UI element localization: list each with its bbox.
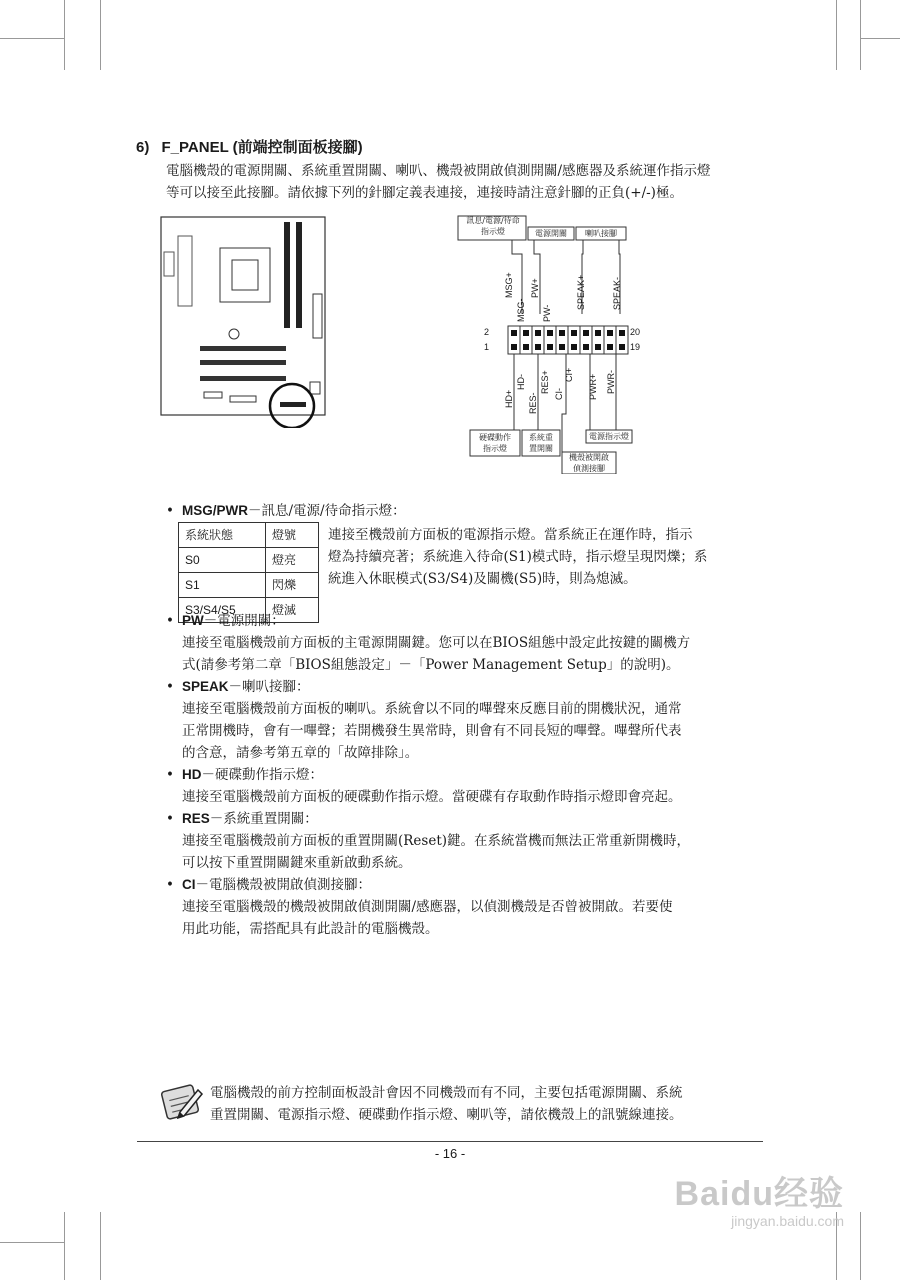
pin-definitions xyxy=(160,500,770,940)
pin-label: CI- xyxy=(554,388,564,400)
description-line: 可以按下重置開關鍵來重新啟動系統。 xyxy=(182,855,412,871)
description-line: 的含意，請參考第五章的「故障排除」。 xyxy=(182,745,419,761)
bullet-term: PW xyxy=(182,613,204,628)
crop-mark xyxy=(0,1242,64,1243)
description-line: 連接至電腦機殼的機殼被開啟偵測開關/感應器，以偵測機殼是否曾被開啟。若要使 xyxy=(182,899,673,915)
status-table xyxy=(178,522,319,623)
motherboard-illustration xyxy=(160,216,330,428)
crop-mark xyxy=(64,1212,65,1280)
bullet-dot: • xyxy=(166,503,174,519)
crop-mark xyxy=(860,38,900,39)
pin-number-bottom-right: 19 xyxy=(630,342,641,352)
crop-mark xyxy=(860,1212,861,1280)
description-line: 連接至電腦機殼前方面板的主電源開關鍵。您可以在BIOS組態中設定此按鍵的關機方 xyxy=(182,635,691,651)
description-line: 用此功能，需搭配具有此設計的電腦機殼。 xyxy=(182,921,439,937)
group-label-line: 系統重 xyxy=(529,433,553,442)
description-line: 燈為持續亮著；系統進入待命(S1)模式時，指示燈呈現閃爍；系 xyxy=(328,549,708,565)
bullet-term: HD xyxy=(182,767,202,782)
crop-mark xyxy=(836,0,837,70)
group-label-line: 硬碟動作 xyxy=(479,433,511,442)
pin-number-top-left: 2 xyxy=(484,327,490,337)
footer-divider xyxy=(137,1141,763,1142)
table-cell: S1 xyxy=(179,573,266,598)
pin-label: PWR- xyxy=(606,370,616,394)
pin-label: RES+ xyxy=(540,370,550,394)
group-label-line: 指示燈 xyxy=(481,227,505,236)
crop-mark xyxy=(64,0,65,70)
bullet-description xyxy=(182,830,770,874)
pin-label: PWR+ xyxy=(588,373,598,400)
description-line: 統進入休眠模式(S3/S4)及關機(S5)時，則為熄滅。 xyxy=(328,571,637,587)
intro-line: 等可以接至此接腳。請依據下列的針腳定義表連接，連接時請注意針腳的正負(+/-)極。 xyxy=(166,185,683,201)
pin-label: PW+ xyxy=(530,278,540,298)
description-line: 式(請參考第二章「BIOS組態設定」－「Power Management Setup」的說明)。 xyxy=(182,657,680,673)
group-label-msg xyxy=(460,215,526,237)
bullet-ci xyxy=(160,874,770,940)
table-header-row xyxy=(179,523,319,548)
pin-label: SPEAK- xyxy=(612,276,622,310)
bullet-dot: • xyxy=(166,767,174,783)
intro-line: 電腦機殼的電源開關、系統重置開關、喇叭、機殼被開啟偵測開關/感應器及系統運作指示燈 xyxy=(166,163,711,179)
group-label-speak: 喇叭接腳 xyxy=(585,229,617,238)
description-line: 正常開機時，會有一嗶聲；若開機發生異常時，則會有不同長短的嗶聲。嗶聲所代表 xyxy=(182,723,682,739)
pin-label: MSG+ xyxy=(504,272,514,298)
bullet-term: SPEAK xyxy=(182,679,229,694)
watermark-url: jingyan.baidu.com xyxy=(731,1213,844,1229)
pin-label: HD- xyxy=(516,374,526,390)
group-label-pw: 電源開關 xyxy=(535,229,567,238)
table-cell: 燈亮 xyxy=(266,548,319,573)
description-line: 連接至電腦機殼前方面板的喇叭。系統會以不同的嗶聲來反應目前的開機狀況，通常 xyxy=(182,701,682,717)
bullet-label: －系統重置開關： xyxy=(209,811,318,827)
table-cell: 閃爍 xyxy=(266,573,319,598)
pin-diagram xyxy=(456,214,656,474)
group-label-line: 機殼被開啟 xyxy=(569,453,609,462)
msg-pwr-description xyxy=(328,524,770,590)
pin-label: CI+ xyxy=(564,367,574,382)
bullet-label: －電腦機殼被開啟偵測接腳： xyxy=(195,877,371,893)
bullet-dot: • xyxy=(166,679,174,695)
pin-number-bottom-left: 1 xyxy=(484,342,490,352)
bullet-pw xyxy=(160,610,770,676)
group-label-pwr: 電源指示燈 xyxy=(589,432,629,441)
group-label-res xyxy=(522,432,560,454)
pin-label: RES- xyxy=(528,392,538,414)
bullet-label: －硬碟動作指示燈： xyxy=(201,767,323,783)
bullet-msg-pwr xyxy=(160,500,770,522)
crop-mark xyxy=(100,0,101,70)
table-row xyxy=(179,573,319,598)
table-cell: 燈滅 xyxy=(266,598,319,623)
group-label-hd xyxy=(470,432,520,454)
bullet-description xyxy=(182,896,770,940)
section-title: F_PANEL (前端控制面板接腳) xyxy=(161,139,363,156)
table-header-cell: 系統狀態 xyxy=(179,523,266,548)
bullet-label: －訊息/電源/待命指示燈： xyxy=(248,503,406,519)
description-line: 連接至機殼前方面板的電源指示燈。當系統正在運作時，指示 xyxy=(328,527,693,543)
group-label-line: 訊息/電源/待命 xyxy=(466,216,520,225)
intro-paragraph xyxy=(166,160,766,204)
table-cell: S3/S4/S5 xyxy=(179,598,266,623)
section-heading xyxy=(136,136,363,157)
bullet-dot: • xyxy=(166,877,174,893)
note-text xyxy=(210,1082,766,1126)
bullet-description xyxy=(182,632,770,676)
watermark xyxy=(675,1166,844,1229)
bullet-dot: • xyxy=(166,811,174,827)
note-line: 電腦機殼的前方控制面板設計會因不同機殼而有不同，主要包括電源開關、系統 xyxy=(210,1085,683,1101)
crop-mark xyxy=(100,1212,101,1280)
pin-label: HD+ xyxy=(504,389,514,408)
bullet-res xyxy=(160,808,770,874)
crop-mark xyxy=(860,0,861,70)
bullet-term: MSG/PWR xyxy=(182,503,248,518)
table-cell: S0 xyxy=(179,548,266,573)
group-label-line: 指示燈 xyxy=(483,444,507,453)
bullet-term: RES xyxy=(182,811,210,826)
section-number: 6) xyxy=(136,139,150,156)
msg-pwr-block xyxy=(178,522,770,617)
crop-mark xyxy=(0,38,64,39)
table-header-cell: 燈號 xyxy=(266,523,319,548)
pin-label: SPEAK+ xyxy=(576,274,586,310)
bullet-hd xyxy=(160,764,770,808)
description-line: 連接至電腦機殼前方面板的硬碟動作指示燈。當硬碟有存取動作時指示燈即會亮起。 xyxy=(182,789,682,805)
group-label-line: 置開關 xyxy=(529,444,553,453)
bullet-description xyxy=(182,786,770,808)
group-label-line: 偵測接腳 xyxy=(573,464,605,473)
bullet-label: －電源開關： xyxy=(203,613,285,629)
bullet-term: CI xyxy=(182,877,196,892)
description-line: 連接至電腦機殼前方面板的重置開關(Reset)鍵。在系統當機而無法正常重新開機時， xyxy=(182,833,691,849)
bullet-description xyxy=(182,698,770,764)
table-row xyxy=(179,548,319,573)
note-pencil-icon xyxy=(160,1082,204,1122)
watermark-brand: Baidu经验 xyxy=(674,1175,844,1213)
bullet-dot: • xyxy=(166,613,174,629)
pin-label: PW- xyxy=(542,304,552,322)
bullet-label: －喇叭接腳： xyxy=(228,679,310,695)
page-number: - 16 - xyxy=(434,1146,466,1161)
note-line: 重置開關、電源指示燈、硬碟動作指示燈、喇叭等，請依機殼上的訊號線連接。 xyxy=(210,1107,683,1123)
group-label-ci xyxy=(562,452,616,474)
pin-number-top-right: 20 xyxy=(630,327,641,337)
pin-label: MSG- xyxy=(516,298,526,322)
bullet-speak xyxy=(160,676,770,764)
